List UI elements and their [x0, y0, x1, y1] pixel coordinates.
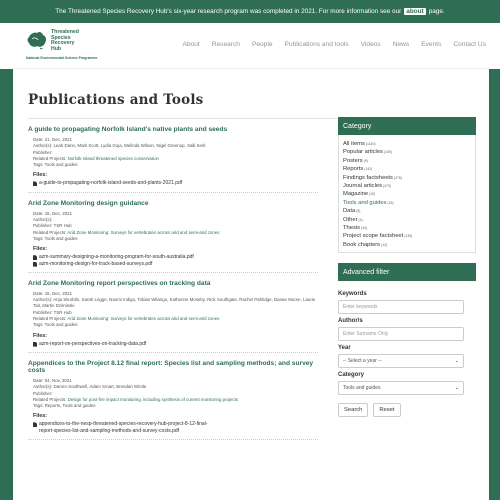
category-label: Project scope factsheet: [343, 233, 404, 240]
nav-research[interactable]: Research: [211, 41, 240, 48]
publication-entry: [28, 360, 318, 440]
category-item[interactable]: [343, 174, 471, 182]
banner-about-link[interactable]: about: [406, 8, 424, 15]
category-count: (19): [369, 192, 376, 197]
related-projects-label: Related Projects:: [33, 316, 67, 322]
file-name[interactable]: azm-report-on-perspectives-on-tracking-data.pdf: [39, 340, 147, 347]
site-logo[interactable]: [26, 30, 79, 52]
category-label: Book chapters: [343, 241, 381, 248]
file-link[interactable]: [33, 261, 318, 267]
category-item[interactable]: [343, 157, 471, 165]
category-count: (142): [364, 167, 373, 172]
file-icon: [33, 255, 37, 260]
category-item[interactable]: [343, 207, 471, 215]
logo-line-4: Hub: [51, 45, 62, 52]
authors-label: Author/s: [338, 318, 363, 325]
file-icon: [33, 181, 37, 186]
publication-date: Date: 15, Dec, 2021: [33, 290, 73, 296]
chevron-down-icon: ⌄: [454, 358, 459, 365]
publication-publisher: Publisher: TSR Hub: [33, 223, 72, 229]
main-content: [13, 69, 489, 500]
related-project-link[interactable]: Design for post-fire impact monitoring, including synthesis of current monitoring projects: [67, 396, 239, 402]
publication-publisher: Publisher:: [33, 149, 53, 155]
publication-authors: Author(s): Anja Skroblin, Sarah Legge, Naomi Indigo, Tobias Wilango, Katherine Moseby, Rick Southgate, Rachel Paltridge, Danae Moore, Laurie Tait, Martin Dziminski: [33, 297, 316, 309]
file-link[interactable]: [33, 180, 318, 186]
authors-input[interactable]: Enter Surname Only: [338, 327, 464, 341]
category-label: Posters: [343, 157, 363, 164]
related-projects-label: Related Projects:: [33, 396, 67, 402]
category-select[interactable]: [338, 381, 464, 395]
category-count: (139): [404, 234, 413, 239]
category-label: Reports: [343, 166, 364, 173]
year-label: Year: [338, 345, 351, 352]
publication-title[interactable]: Appendices to the Project 8.12 final report: Species list and sampling methods; and survey costs: [28, 359, 314, 374]
category-label: Thesis: [343, 225, 361, 232]
publication-entry: [28, 200, 318, 273]
file-icon: [33, 342, 37, 347]
category-item[interactable]: [343, 216, 471, 224]
publication-title[interactable]: A guide to propagating Norfolk Island's native plants and seeds: [28, 126, 228, 133]
category-count: (105): [383, 150, 392, 155]
keywords-input[interactable]: Enter keywords: [338, 300, 464, 314]
publication-list: [28, 126, 318, 447]
file-icon: [33, 262, 37, 267]
category-count: (1140): [365, 142, 376, 146]
logo-line-1: Threatened: [51, 29, 79, 35]
files-label: Files:: [33, 413, 48, 420]
publication-date: Date: 04, Nov, 2021: [33, 377, 72, 383]
category-label: Data: [343, 208, 356, 215]
publication-date: Date: 15, Dec, 2021: [33, 210, 73, 216]
category-item[interactable]: [343, 148, 471, 156]
file-link[interactable]: [33, 341, 318, 347]
category-count: (5): [356, 209, 361, 214]
files-label: Files:: [33, 332, 48, 339]
australia-map-icon: [26, 30, 48, 50]
category-label: Popular articles: [343, 149, 383, 156]
publication-authors: Author(s): Darren Southwell, Adam Smart, Brendan Wintle: [33, 384, 147, 390]
category-select-value: Tools and guides: [343, 385, 381, 392]
publication-tags: Tags: Reports, Tools and guides: [33, 403, 96, 409]
publication-date: Date: 21, Dec, 2021: [33, 137, 73, 142]
category-label: Findings factsheets: [343, 174, 393, 181]
publication-tags: Tags: Tools and guides: [33, 162, 78, 168]
category-count: (473): [383, 184, 391, 189]
publication-entry: [28, 280, 318, 353]
category-count: (9): [363, 158, 368, 163]
category-label: Tools and guides: [343, 199, 387, 206]
category-item[interactable]: [343, 182, 471, 190]
filter-heading: Advanced filter: [338, 263, 476, 281]
nav-news[interactable]: News: [392, 41, 410, 48]
page-title: Publications and Tools: [28, 92, 204, 108]
chevron-down-icon: ⌄: [454, 385, 459, 392]
site-header: [0, 23, 500, 69]
file-name[interactable]: azm-monitoring-design-for-track-based-surveys.pdf: [39, 260, 153, 267]
logo-line-3: Recovery: [51, 40, 75, 47]
category-item[interactable]: [343, 190, 471, 198]
category-label: Journal articles: [343, 183, 382, 190]
publication-entry: [28, 126, 318, 193]
related-project-link[interactable]: Norfolk Island threatened species conservation: [67, 155, 159, 161]
publication-title[interactable]: Arid Zone Monitoring design guidance: [28, 199, 149, 207]
category-label: Magazine: [343, 191, 369, 198]
category-item[interactable]: [343, 241, 471, 249]
year-select[interactable]: [338, 354, 464, 368]
category-item-active[interactable]: [343, 199, 471, 207]
logo-subtitle: National Environmental Science Programme: [26, 56, 98, 60]
banner-text-end: page.: [428, 8, 445, 15]
category-label: Other: [343, 216, 358, 223]
logo-line-2: Species: [51, 34, 71, 41]
publication-authors: Author(s): Leah Dann, Mark Scott, Lydia Guja, Melinda Wilson, Nigel Greenup, Salli Kerk: [33, 143, 206, 149]
year-select-value: -- Select a year --: [343, 358, 382, 365]
search-button[interactable]: Search: [338, 403, 368, 417]
publication-tags: Tags: Tools and guides: [33, 322, 78, 328]
category-item[interactable]: [343, 140, 471, 148]
files-label: Files:: [33, 246, 48, 253]
banner-text: The Threatened Species Recovery Hub's six-year research program was completed in 2021. For more information see our: [55, 8, 402, 15]
keywords-label: Keywords: [338, 291, 367, 298]
category-list: [338, 135, 476, 253]
publication-publisher: Publisher:: [33, 390, 53, 396]
category-count: (4): [358, 217, 363, 222]
main-nav: [182, 41, 486, 48]
file-name[interactable]: azm-summary-designing-a-monitoring-program-for-south-australia.pdf: [39, 254, 194, 261]
nav-people[interactable]: People: [251, 41, 273, 48]
related-projects-label: Related Projects:: [33, 229, 67, 235]
category-label: All items: [343, 141, 365, 147]
category-count: (276): [393, 175, 402, 180]
category-count: (34): [361, 226, 368, 231]
category-item[interactable]: [343, 165, 471, 173]
category-heading: Category: [338, 117, 476, 135]
nav-videos[interactable]: Videos: [360, 41, 381, 48]
category-count: (15): [387, 200, 394, 205]
category-item[interactable]: [343, 232, 471, 240]
nav-contact[interactable]: Contact Us: [453, 41, 486, 48]
category-select-label: Category: [338, 372, 365, 379]
file-icon: [33, 422, 37, 427]
nav-publications[interactable]: Publications and tools: [284, 41, 349, 48]
nav-events[interactable]: Events: [421, 41, 442, 48]
reset-button[interactable]: Reset: [373, 403, 400, 417]
related-project-link[interactable]: Arid Zone Monitoring: Surveys for vertebrates across arid and semi-arid zones: [67, 229, 220, 235]
file-link[interactable]: [33, 421, 318, 434]
related-project-link[interactable]: Arid Zone Monitoring: Surveys for vertebrates across arid and semi-arid zones: [67, 316, 220, 322]
file-name[interactable]: appendices-to-the-nesp-threatened-species-recovery-hub-project-8-12-final-report-species-list-and-sampling-methods-and-survey-costs.pdf: [39, 421, 208, 434]
file-name[interactable]: a-guide-to-propagating-norfolk-island-seeds-and-plants-2021.pdf: [39, 180, 183, 187]
files-label: Files:: [33, 172, 48, 179]
nav-about[interactable]: About: [182, 41, 200, 48]
related-projects-label: Related Projects:: [33, 155, 67, 161]
top-banner: [0, 0, 500, 23]
publication-tags: Tags: Tools and guides: [33, 235, 78, 241]
category-item[interactable]: [343, 224, 471, 232]
category-count: (12): [381, 242, 388, 247]
sidebar: [338, 117, 476, 423]
publication-authors: Author(s):: [33, 217, 53, 223]
publication-publisher: Publisher: TSR Hub: [33, 309, 72, 315]
publication-title[interactable]: Arid Zone Monitoring report perspectives on tracking data: [28, 279, 211, 287]
advanced-filter: [338, 263, 476, 423]
